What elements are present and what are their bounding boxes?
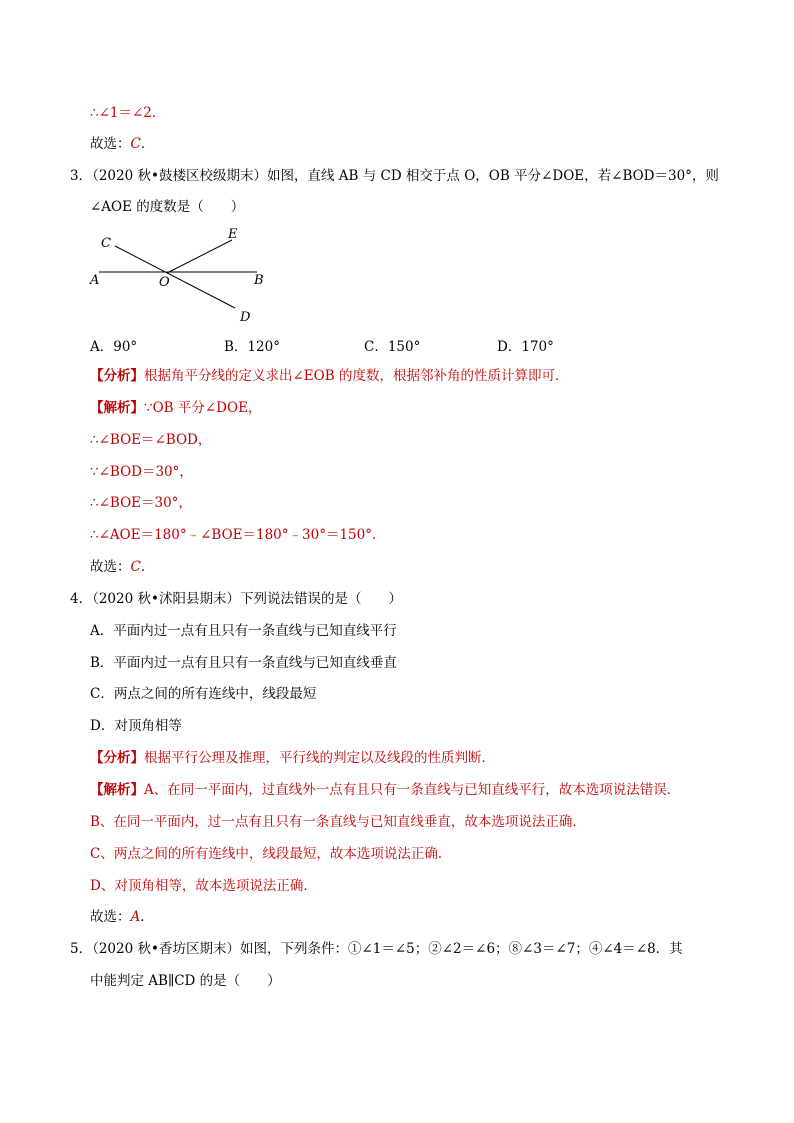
q4-analysis: 【分析】根据平行公理及推理，平行线的判定以及线段的性质判断． bbox=[90, 750, 495, 766]
solution-tag: 【解析】 bbox=[90, 400, 144, 416]
q4-option-c: C．两点之间的所有连线中，线段最短 bbox=[90, 686, 317, 702]
q3-solution-line4: ∴∠BOE＝30°， bbox=[90, 495, 192, 511]
q4-solution-line1: 【解析】A、在同一平面内，过直线外一点有且只有一条直线与已知直线平行，故本选项说法错误． bbox=[90, 782, 681, 798]
prev-answer: 故选：C． bbox=[90, 136, 155, 152]
q3-stem-line1: 3．（2020 秋•鼓楼区校级期末）如图，直线 AB 与 CD 相交于点 O，OB 平分∠DOE，若∠BOD＝30°，则 bbox=[70, 168, 719, 184]
q3-analysis: 【分析】根据角平分线的定义求出∠EOB 的度数，根据邻补角的性质计算即可． bbox=[90, 368, 569, 384]
q4-solution-line2: B、在同一平面内，过一点有且只有一条直线与已知直线垂直，故本选项说法正确． bbox=[90, 814, 586, 830]
q3-stem-line2: ∠AOE 的度数是（ ） bbox=[90, 199, 245, 215]
ray-oe bbox=[167, 240, 232, 273]
q4-solution-line3: C、两点之间的所有连线中，线段最短，故本选项说法正确． bbox=[90, 846, 452, 862]
prev-conclusion: ∴∠1＝∠2． bbox=[90, 105, 166, 121]
q4-answer-choice: A bbox=[130, 909, 141, 925]
q3-option-b: B．120° bbox=[224, 339, 280, 355]
line-cd bbox=[115, 246, 235, 308]
prev-answer-choice: C bbox=[130, 136, 141, 152]
q3-option-c: C．150° bbox=[364, 339, 421, 355]
label-c: C bbox=[101, 236, 111, 251]
q3-solution-line2: ∴∠BOE＝∠BOD， bbox=[90, 432, 212, 448]
q3-option-d: D．170° bbox=[497, 339, 554, 355]
q5-stem-line2: 中能判定 AB∥CD 的是（ ） bbox=[90, 973, 281, 989]
q3-answer: 故选：C． bbox=[90, 559, 155, 575]
q3-solution-line3: ∵∠BOD＝30°， bbox=[90, 464, 193, 480]
q3-solution-line5: ∴∠AOE＝180°﹣∠BOE＝180°﹣30°＝150°． bbox=[90, 527, 386, 543]
q5-stem-line1: 5．（2020 秋•香坊区期末）如图，下列条件：①∠1＝∠5；②∠2＝∠6；⑧∠3＝∠7；④∠4＝∠8．其 bbox=[70, 941, 683, 957]
label-d: D bbox=[240, 310, 251, 325]
q4-option-d: D．对顶角相等 bbox=[90, 718, 182, 734]
label-o: O bbox=[159, 275, 170, 290]
q4-stem: 4．（2020 秋•沭阳县期末）下列说法错误的是（ ） bbox=[70, 591, 402, 607]
q3-answer-choice: C bbox=[130, 559, 141, 575]
q4-answer: 故选：A． bbox=[90, 909, 154, 925]
q3-solution-line1: 【解析】∵OB 平分∠DOE， bbox=[90, 400, 262, 416]
q4-solution-line4: D、对顶角相等，故本选项说法正确． bbox=[90, 878, 317, 894]
solution-tag: 【解析】 bbox=[90, 782, 144, 798]
label-e: E bbox=[228, 227, 238, 242]
q4-option-a: A．平面内过一点有且只有一条直线与已知直线平行 bbox=[90, 623, 397, 639]
analysis-tag: 【分析】 bbox=[90, 750, 144, 766]
analysis-tag: 【分析】 bbox=[90, 368, 144, 384]
q3-figure bbox=[85, 222, 275, 327]
label-b: B bbox=[254, 273, 264, 288]
q3-option-a: A．90° bbox=[90, 339, 138, 355]
q4-option-b: B．平面内过一点有且只有一条直线与已知直线垂直 bbox=[90, 655, 397, 671]
label-a: A bbox=[90, 273, 100, 288]
